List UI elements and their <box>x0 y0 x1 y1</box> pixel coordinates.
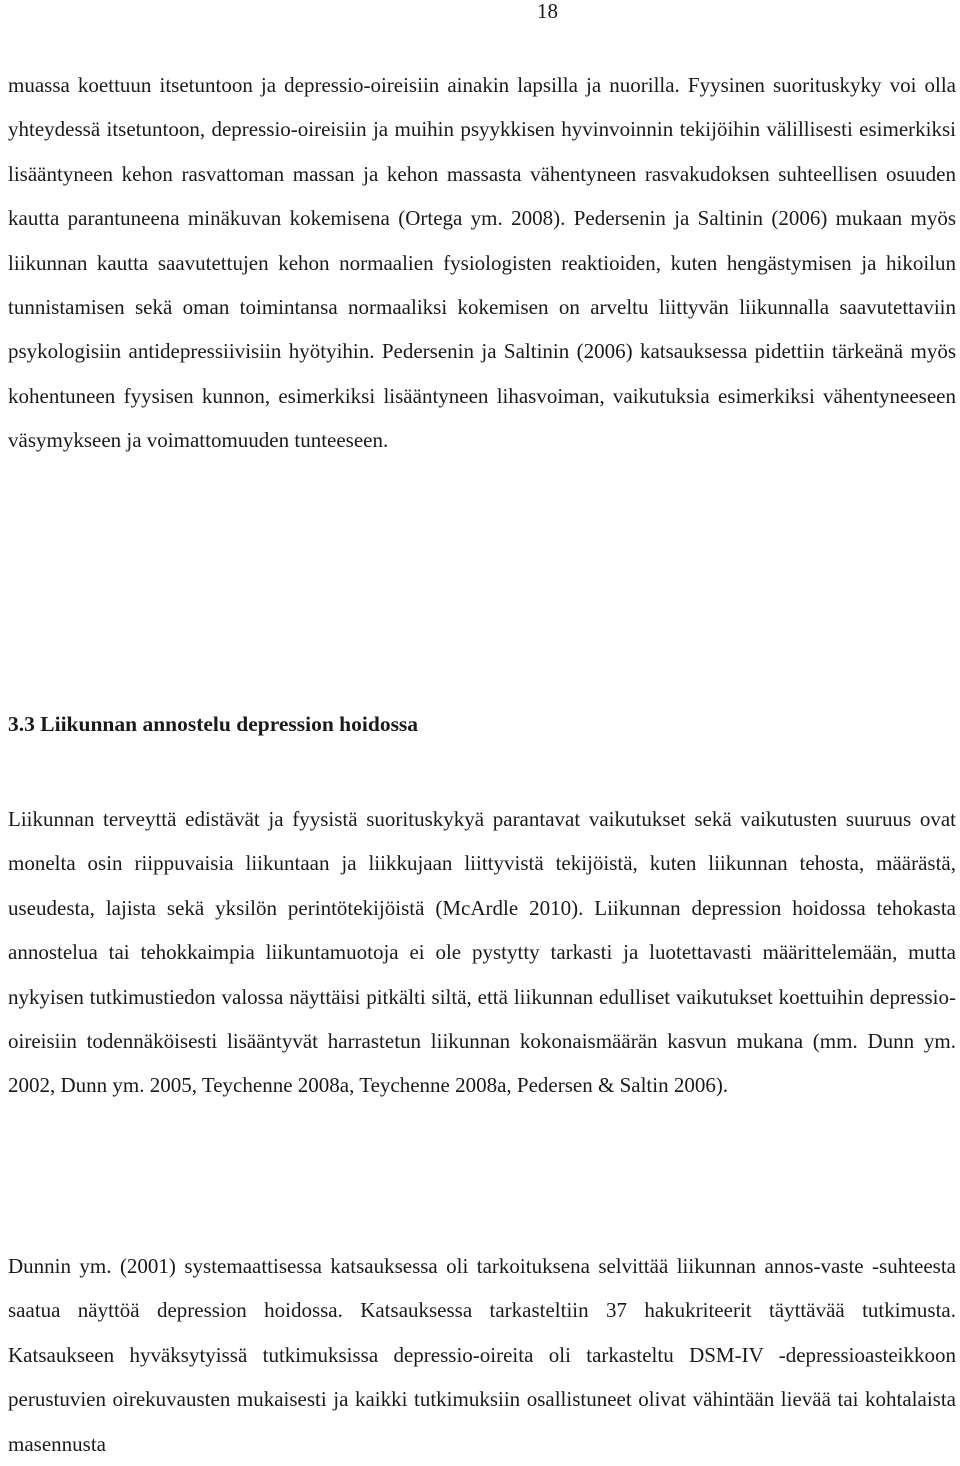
section-heading: 3.3 Liikunnan annostelu depression hoidossa <box>8 712 419 736</box>
body-paragraph: muassa koettuun itsetuntoon ja depressio-oireisiin ainakin lapsilla ja nuorilla. Fyysinen suorituskyky voi olla yhteydessä itsetuntoon, depressio-oireisiin ja muihin psyykkisen hyvinvoinnin tekijöihin välillisesti esimerkiksi lisääntyneen kehon rasvattoman massan ja kehon massasta vähentyneen rasvakudoksen suhteellisen osuuden kautta parantuneena minäkuvan kokemisena (Ortega ym. 2008). Pedersenin ja Saltinin (2006) mukaan myös liikunnan kautta saavutettujen kehon normaalien fysiologisten reaktioiden, kuten hengästymisen ja hikoilun tunnistamisen sekä oman toimintansa normaaliksi kokemisen on arveltu liittyvän liikunnalla saavutettaviin psykologisiin antidepressiivisiin hyötyihin. Pedersenin ja Saltinin (2006) katsauksessa pidettiin tärkeänä myös kohentuneen fyysisen kunnon, esimerkiksi lisääntyneen lihasvoiman, vaikutuksia esimerkiksi vähentyneeseen väsymykseen ja voimattomuuden tunteeseen. <box>8 73 956 453</box>
body-paragraph: Dunnin ym. (2001) systemaattisessa katsauksessa oli tarkoituksena selvittää liikunnan annos-vaste -suhteesta saatua näyttöä depression hoidossa. Katsauksessa tarkasteltiin 37 hakukriteerit täyttävää tutkimusta. Katsaukseen hyväksytyissä tutkimuksissa depressio-oireita oli tarkasteltu DSM-IV -depressioasteikkoon perustuvien oirekuvausten mukaisesti ja kaikki tutkimuksiin osallistuneet olivat vähintään lievää tai kohtalaista masennusta <box>8 1254 956 1456</box>
body-paragraph: Liikunnan terveyttä edistävät ja fyysistä suorituskykyä parantavat vaikutukset sekä vaikutusten suuruus ovat monelta osin riippuvaisia liikuntaan ja liikkujaan liittyvistä tekijöistä, kuten liikunnan tehosta, määrästä, useudesta, lajista sekä yksilön perintötekijöistä (McArdle 2010). Liikunnan depression hoidossa tehokasta annostelua tai tehokkaimpia liikuntamuotoja ei ole pystytty tarkasti ja luotettavasti määrittelemään, mutta nykyisen tutkimustiedon valossa näyttäisi pitkälti siltä, että liikunnan edulliset vaikutukset koettuihin depressio-oireisiin todennäköisesti lisääntyvät harrastetun liikunnan kokonaismäärän kasvun mukana (mm. Dunn ym. 2002, Dunn ym. 2005, Teychenne 2008a, Teychenne 2008a, Pedersen & Saltin 2006). <box>8 807 956 1098</box>
page-number: 18 <box>537 0 558 23</box>
